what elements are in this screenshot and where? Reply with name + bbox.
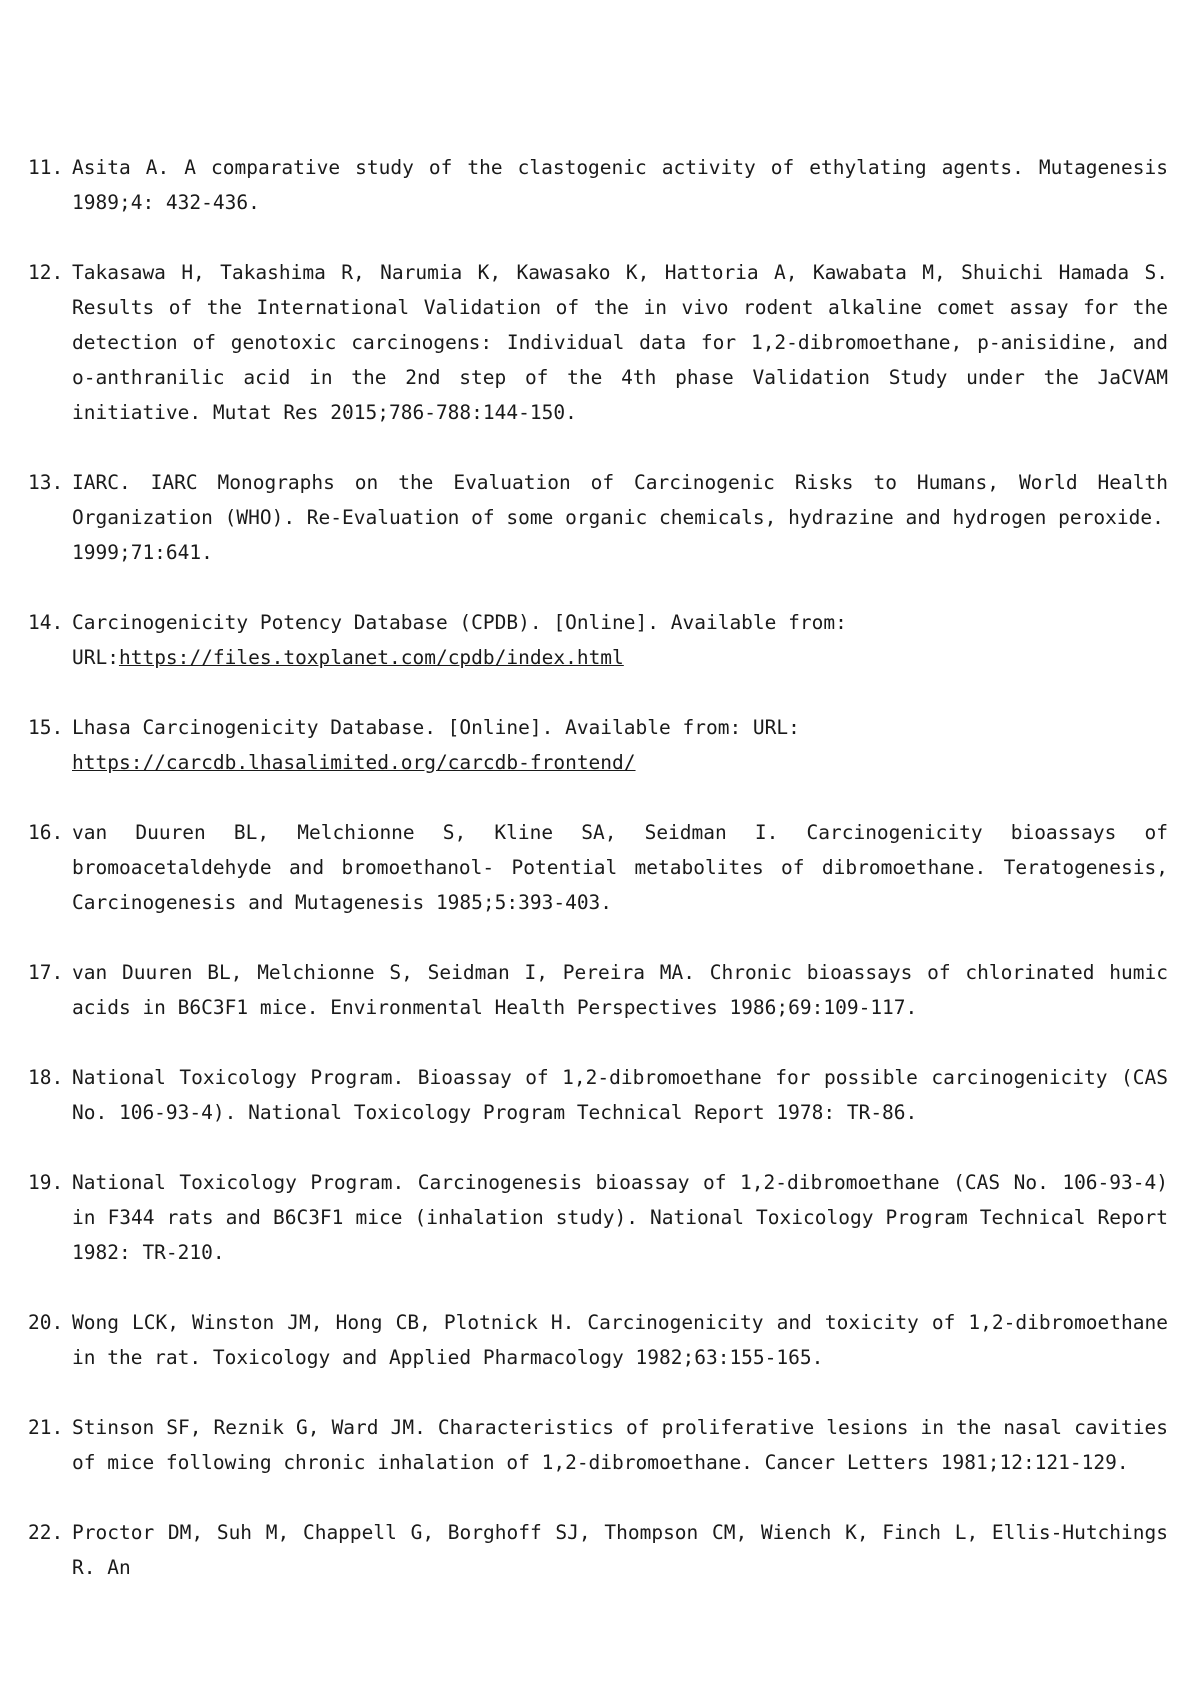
reference-text: van Duuren BL, Melchionne S, Seidman I, Pereira MA. Chronic bioassays of chlorinated humic acids in B6C3F1 mice. Environmental Health Perspectives 1986;69:109-117.: [72, 961, 1168, 1019]
reference-link[interactable]: https://files.toxplanet.com/cpdb/index.html: [118, 646, 624, 669]
reference-item: [28, 815, 1168, 920]
reference-text: Proctor DM, Suh M, Chappell G, Borghoff SJ, Thompson CM, Wiench K, Finch L, Ellis-Hutchings R. An: [72, 1521, 1168, 1579]
reference-number: 15.: [28, 716, 64, 739]
reference-number: 21.: [28, 1416, 64, 1439]
reference-item: [28, 255, 1168, 430]
reference-text: National Toxicology Program. Bioassay of 1,2-dibromoethane for possible carcinogenicity (CAS No. 106-93-4). National Toxicology Program Technical Report 1978: TR-86.: [72, 1066, 1168, 1124]
reference-item: [28, 465, 1168, 570]
reference-text-continuation: 1999;71:641.: [72, 541, 213, 564]
reference-text: Wong LCK, Winston JM, Hong CB, Plotnick H. Carcinogenicity and toxicity of 1,2-dibromoethane in the rat. Toxicology and Applied Pharmacology 1982;63:155-165.: [72, 1311, 1168, 1369]
reference-item: [28, 150, 1168, 220]
reference-text: Carcinogenicity Potency Database (CPDB). [Online]. Available from:: [72, 611, 847, 634]
reference-url-line: [72, 640, 1168, 675]
reference-item: [28, 1305, 1168, 1375]
reference-item: [28, 955, 1168, 1025]
reference-number: 11.: [28, 156, 64, 179]
reference-text: National Toxicology Program. Carcinogenesis bioassay of 1,2-dibromoethane (CAS No. 106-93-4) in F344 rats and B6C3F1 mice (inhalation study). National Toxicology Program Technical Report 1982: TR-210.: [72, 1171, 1168, 1264]
reference-number: 19.: [28, 1171, 64, 1194]
reference-text: Stinson SF, Reznik G, Ward JM. Characteristics of proliferative lesions in the nasal cavities of mice following chronic inhalation of 1,2-dibromoethane. Cancer Letters 1981;12:121-129.: [72, 1416, 1168, 1474]
reference-text: Lhasa Carcinogenicity Database. [Online]. Available from: URL:: [72, 716, 800, 739]
reference-url-line: [72, 745, 1168, 780]
reference-number: 17.: [28, 961, 64, 984]
reference-number: 18.: [28, 1066, 64, 1089]
reference-number: 20.: [28, 1311, 64, 1334]
reference-item: [28, 1060, 1168, 1130]
reference-text: Takasawa H, Takashima R, Narumia K, Kawasako K, Hattoria A, Kawabata M, Shuichi Hamada S. Results of the International Validation of the in vivo rodent alkaline comet assay for the detection of genotoxic carcinogens: Individual data for 1,2-dibromoethane, p-anisidine, and o-anthranilic acid in the 2nd step of the 4th phase Validation Study under the JaCVAM initiative. Mutat Res 2015;786-788:144-150.: [72, 261, 1168, 424]
reference-text: Asita A. A comparative study of the clastogenic activity of ethylating agents. Mutagenesis 1989;4: 432-436.: [72, 156, 1168, 214]
reference-number: 13.: [28, 471, 64, 494]
reference-text: van Duuren BL, Melchionne S, Kline SA, Seidman I. Carcinogenicity bioassays of bromoacetaldehyde and bromoethanol- Potential metabolites of dibromoethane. Teratogenesis, Carcinogenesis and Mutagenesis 1985;5:393-403.: [72, 821, 1168, 914]
reference-text: IARC. IARC Monographs on the Evaluation of Carcinogenic Risks to Humans, World Health Organization (WHO). Re-Evaluation of some organic chemicals, hydrazine and hydrogen peroxide.: [72, 471, 1168, 529]
reference-item: [28, 605, 1168, 675]
reference-item: [28, 1410, 1168, 1480]
url-prefix: URL:: [72, 646, 119, 669]
reference-link[interactable]: https://carcdb.lhasalimited.org/carcdb-frontend/: [72, 751, 636, 774]
reference-number: 22.: [28, 1521, 64, 1544]
reference-number: 12.: [28, 261, 64, 284]
reference-item: [28, 710, 1168, 780]
reference-list: [28, 150, 1168, 1620]
reference-item: [28, 1165, 1168, 1270]
reference-item: [28, 1515, 1168, 1585]
reference-number: 14.: [28, 611, 64, 634]
reference-number: 16.: [28, 821, 64, 844]
